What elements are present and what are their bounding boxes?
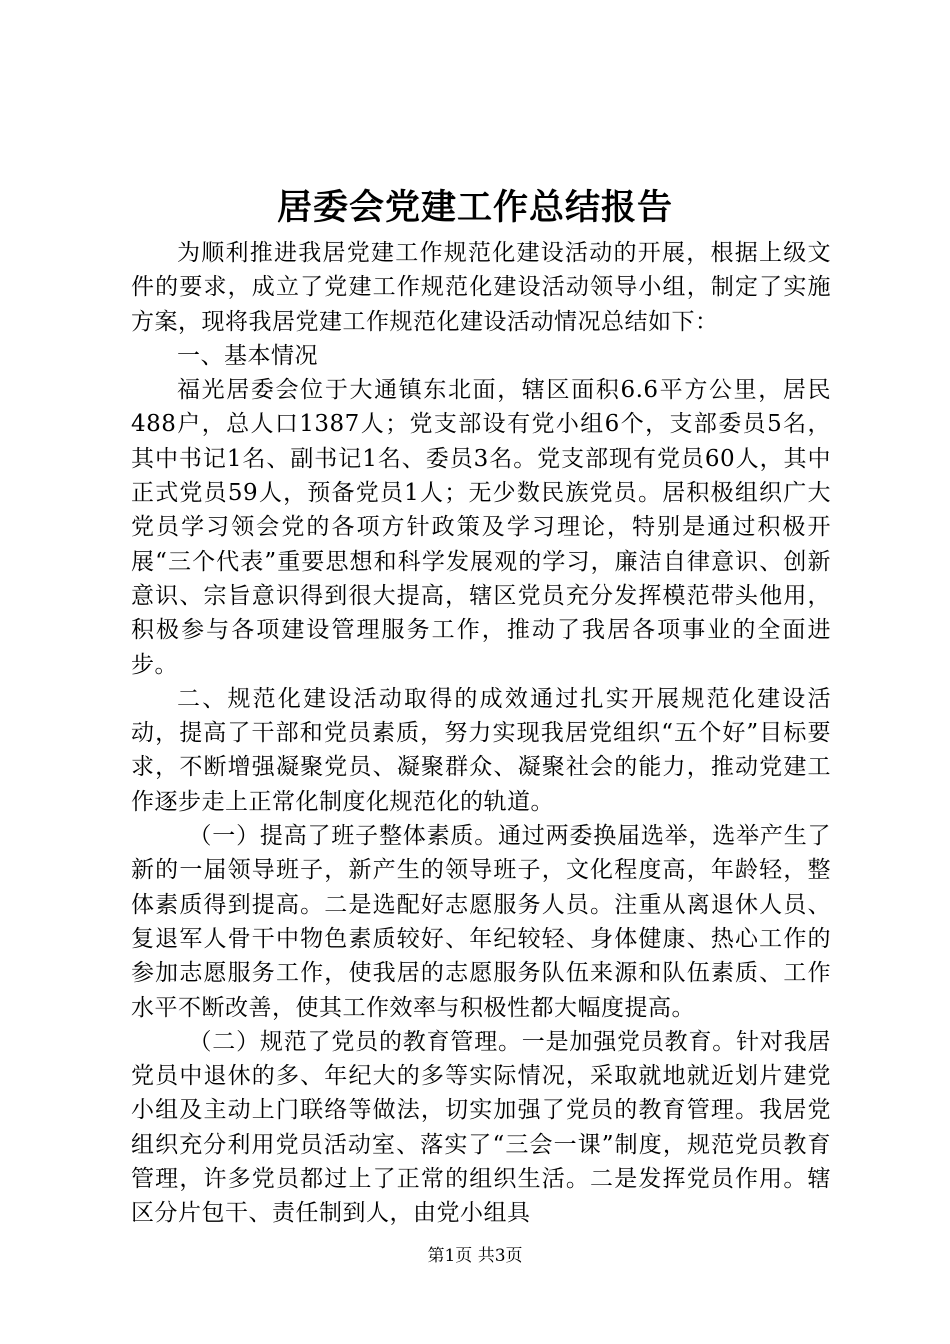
basic-situation-paragraph: 福光居委会位于大通镇东北面，辖区面积6.6平方公里，居民488户，总人口1387人；党支部设有党小组6个，支部委员5名，其中书记1名、副书记1名、委员3名。党支部现有党员60人，其中正式党员59人，预备党员1人；无少数民族党员。居积极组织广大党员学习领会党的各项方针政策及学习理论，特别是通过积极开展“三个代表”重要思想和科学发展观的学习，廉洁自律意识、创新意识、宗旨意识得到很大提高，辖区党员充分发挥模范带头他用，积极参与各项建设管理服务工作，推动了我居各项事业的全面进步。 [131, 377, 831, 678]
subsection-two-paragraph: （二）规范了党员的教育管理。一是加强党员教育。针对我居党员中退休的多、年纪大的多等实际情况，采取就地就近划片建党小组及主动上门联络等做法，切实加强了党员的教育管理。我居党组织充分利用党员活动室、落实了“三会一课”制度，规范党员教育管理，许多党员都过上了正常的组织生活。二是发挥党员作用。辖区分片包干、责任制到人，由党小组具 [131, 1028, 831, 1227]
page-number-footer: 第1页 共3页 [427, 1246, 523, 1266]
subsection-one-paragraph: （一）提高了班子整体素质。通过两委换届选举，选举产生了新的一届领导班子，新产生的领导班子，文化程度高，年龄轻，整体素质得到提高。二是选配好志愿服务人员。注重从离退休人员、复退军人骨干中物色素质较好、年纪较轻、身体健康、热心工作的参加志愿服务工作，使我居的志愿服务队伍来源和队伍素质、工作水平不断改善，使其工作效率与积极性都大幅度提高。 [131, 823, 831, 1021]
document-body [131, 236, 831, 1231]
section-heading-basic-situation: 一、基本情况 [177, 342, 318, 369]
document-title: 居委会党建工作总结报告 [276, 187, 673, 228]
intro-paragraph: 为顺利推进我居党建工作规范化建设活动的开展，根据上级文件的要求，成立了党建工作规范化建设活动领导小组，制定了实施方案，现将我居党建工作规范化建设活动情况总结如下： [131, 240, 831, 335]
achievements-paragraph: 二、规范化建设活动取得的成效通过扎实开展规范化建设活动，提高了干部和党员素质，努力实现我居党组织“五个好”目标要求，不断增强凝聚党员、凝聚群众、凝聚社会的能力，推动党建工作逐步走上正常化制度化规范化的轨道。 [131, 685, 831, 815]
